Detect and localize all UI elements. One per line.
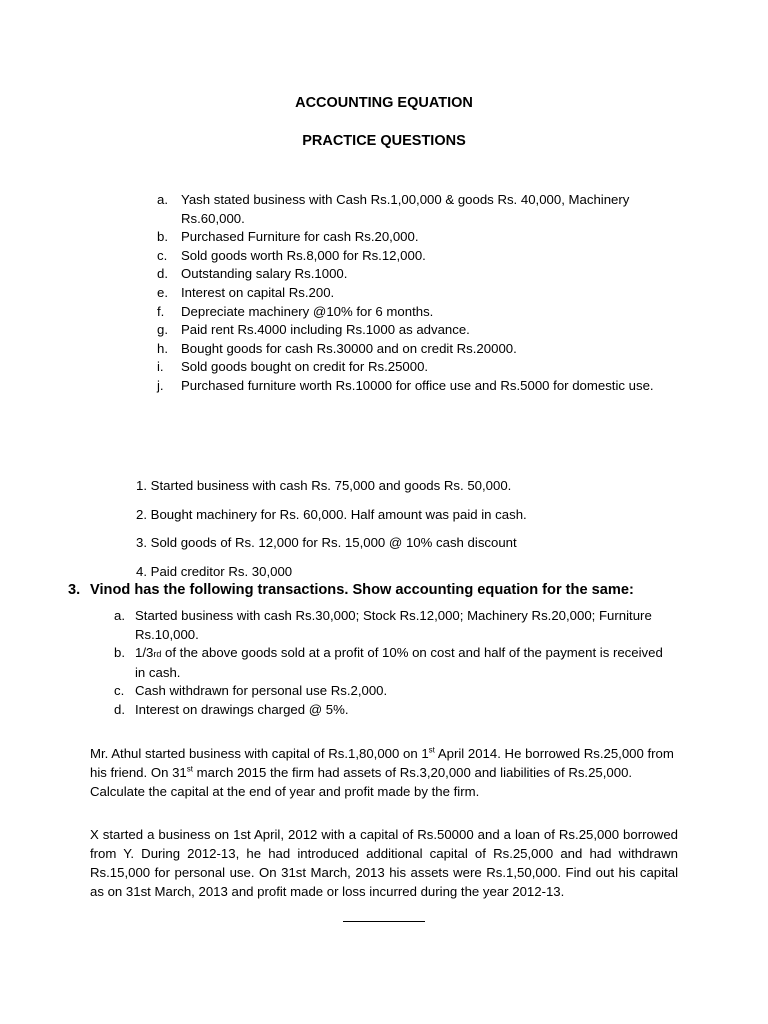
list-marker: g.	[157, 322, 168, 338]
list-marker: f.	[157, 303, 165, 319]
list-item	[150, 377, 690, 396]
list-marker: h.	[157, 340, 168, 356]
list-item-text: of the above goods sold at a profit of 10% on cost and half of the payment is received in cash.	[135, 645, 663, 680]
list-item	[150, 265, 690, 284]
section-3-heading	[68, 580, 634, 600]
list-item-fraction: 1/3	[135, 645, 154, 661]
list-item-text: Cash withdrawn for personal use Rs.2,000.	[135, 683, 388, 699]
list-marker: b.	[157, 229, 168, 245]
list-item-text: Outstanding salary Rs.1000.	[181, 266, 348, 282]
list-item	[108, 607, 668, 644]
paragraph-athul	[90, 744, 678, 801]
list-item	[150, 340, 690, 359]
list-item-text: Bought goods for cash Rs.30000 and on credit Rs.20000.	[181, 340, 517, 356]
list-marker: j.	[157, 377, 164, 393]
list-item	[150, 228, 690, 247]
list-item-text: Purchased furniture worth Rs.10000 for office use and Rs.5000 for domestic use.	[181, 377, 654, 393]
list-marker: a.	[114, 608, 125, 623]
list-item-text: Sold goods worth Rs.8,000 for Rs.12,000.	[181, 247, 426, 263]
list-item	[150, 303, 690, 322]
list-marker: e.	[157, 284, 168, 300]
list-marker: d.	[114, 701, 125, 717]
list-item-text: Yash stated business with Cash Rs.1,00,000 & goods Rs. 40,000, Machinery Rs.60,000.	[181, 192, 630, 226]
numbered-item-1: 1. Started business with cash Rs. 75,000 and goods Rs. 50,000.	[136, 478, 512, 493]
question-list-a	[150, 191, 690, 396]
list-marker: c.	[157, 247, 168, 263]
numbered-item-2: 2. Bought machinery for Rs. 60,000. Half amount was paid in cash.	[136, 507, 527, 522]
list-marker: b.	[114, 645, 125, 661]
ordinal-suffix: rd	[153, 649, 162, 660]
list-item	[150, 284, 690, 303]
list-marker: c.	[114, 683, 125, 699]
list-item-text: Started business with cash Rs.30,000; Stock Rs.12,000; Machinery Rs.20,000; Furniture Rs.10,000.	[135, 608, 652, 642]
list-item-text: Sold goods bought on credit for Rs.25000.	[181, 359, 429, 375]
paragraph-x-business: X started a business on 1st April, 2012 with a capital of Rs.50000 and a loan of Rs.25,000 borrowed from Y. During 2012-13, he had introduced additional capital of Rs.25,000 and had withdrawn Rs.15,000 for personal use. On 31st March, 2013 his assets were Rs.1,50,000. Find out his capital as on 31st March, 2013 and profit made or loss incurred during the year 2012-13.	[90, 827, 678, 899]
list-marker: d.	[157, 266, 168, 282]
document-subtitle: PRACTICE QUESTIONS	[302, 133, 466, 149]
list-marker: a.	[157, 192, 168, 207]
list-item-text: Interest on drawings charged @ 5%.	[135, 701, 349, 717]
list-item	[150, 321, 690, 340]
list-item	[150, 358, 690, 377]
list-item	[108, 682, 668, 701]
section-heading-text: Vinod has the following transactions. Show accounting equation for the same:	[90, 582, 634, 598]
section-number: 3.	[68, 582, 81, 598]
paragraph-text: Mr. Athul started business with capital of Rs.1,80,000 on 1	[90, 746, 429, 761]
paragraph-text: march 2015 the firm had assets of Rs.3,20,000 and liabilities of Rs.25,000. Calculate the capital at the end of year and profit made by the firm.	[90, 765, 633, 799]
paragraph-text: April 2014. He borrowed Rs.25,000 from his friend. On 31	[90, 746, 674, 780]
question-list-b	[108, 607, 668, 720]
numbered-item-4: 4. Paid creditor Rs. 30,000	[136, 564, 293, 579]
list-item-text: Paid rent Rs.4000 including Rs.1000 as advance.	[181, 322, 470, 338]
numbered-item-3: 3. Sold goods of Rs. 12,000 for Rs. 15,000 @ 10% cash discount	[136, 535, 517, 550]
list-item-text: Depreciate machinery @10% for 6 months.	[181, 303, 434, 319]
list-item	[150, 191, 690, 228]
list-item	[108, 701, 668, 720]
list-item	[150, 247, 690, 266]
list-item-text: Interest on capital Rs.200.	[181, 284, 335, 300]
end-rule	[343, 921, 425, 922]
document-title: ACCOUNTING EQUATION	[295, 95, 473, 111]
list-item-text: Purchased Furniture for cash Rs.20,000.	[181, 229, 419, 245]
list-marker: i.	[157, 359, 164, 375]
ordinal-suffix: st	[428, 745, 435, 755]
ordinal-suffix: st	[186, 764, 193, 774]
list-item	[108, 644, 668, 682]
